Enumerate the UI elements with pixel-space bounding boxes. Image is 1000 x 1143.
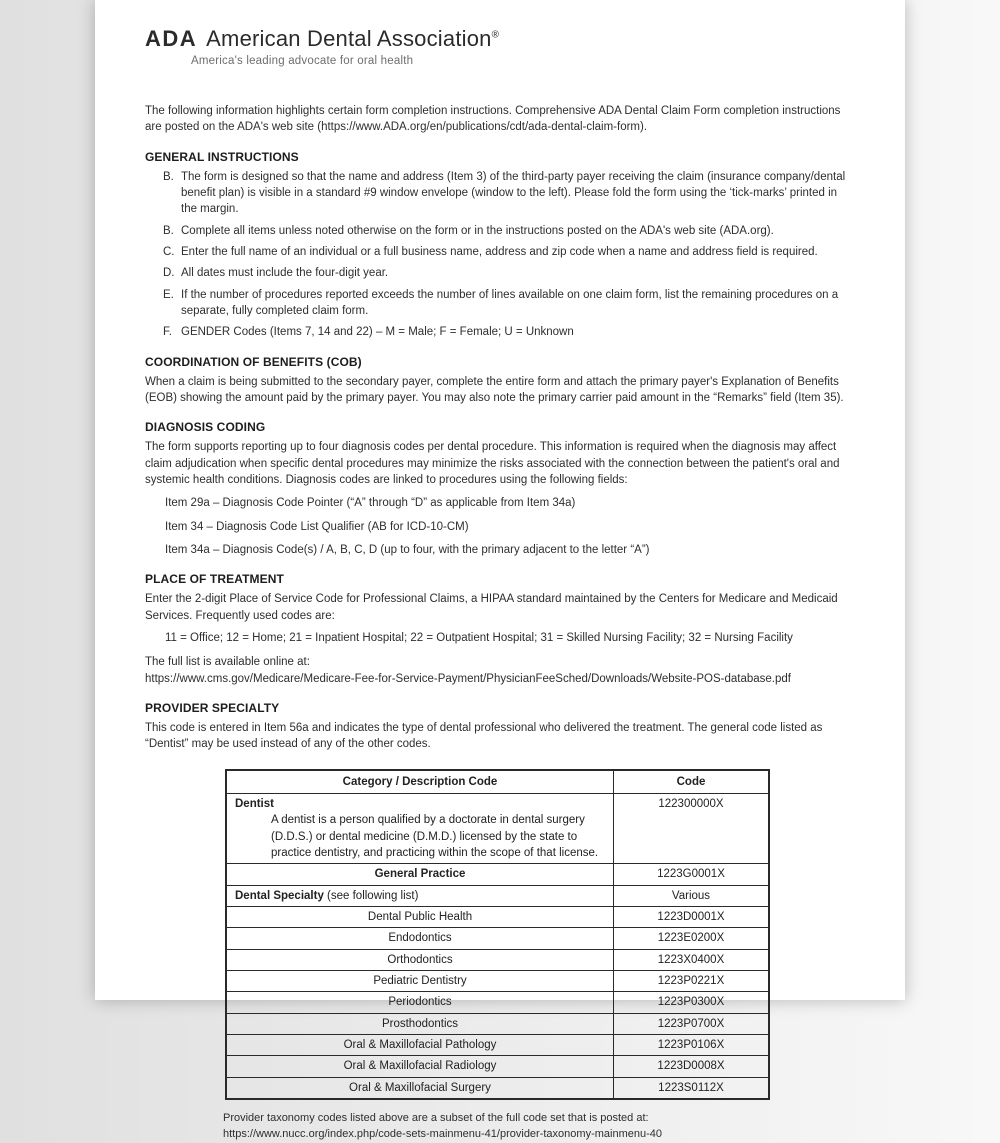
list-item (163, 169, 855, 218)
general-practice-code-cell: 1223G0001X (614, 864, 770, 885)
table-row (226, 1077, 769, 1099)
list-item (163, 324, 855, 340)
specialty-name-cell: Dental Public Health (226, 906, 614, 927)
table-row (226, 1013, 769, 1034)
column-header-category: Category / Description Code (226, 770, 614, 794)
specialty-name-cell: Pediatric Dentistry (226, 970, 614, 991)
specialty-code-cell: 1223X0400X (614, 949, 770, 970)
dentist-code-cell: 122300000X (614, 794, 770, 864)
table-row (226, 928, 769, 949)
table-row (226, 992, 769, 1013)
specialty-name-cell: Oral & Maxillofacial Surgery (226, 1077, 614, 1099)
list-item-label: B. (163, 224, 174, 237)
diagnosis-item-34: Item 34 – Diagnosis Code List Qualifier (AB for ICD-10-CM) (165, 520, 469, 533)
table-footnote (223, 1110, 855, 1143)
table-row-general-practice (226, 864, 769, 885)
dental-specialty-cell (226, 885, 614, 906)
document-body (145, 103, 855, 1143)
diagnosis-item-34a: Item 34a – Diagnosis Code(s) / A, B, C, D (up to four, with the primary adjacent to the letter “A”) (165, 544, 650, 556)
list-item (163, 223, 855, 239)
heading-general-instructions: GENERAL INSTRUCTIONS (145, 149, 299, 164)
specialty-code-cell: 1223P0106X (614, 1034, 770, 1055)
specialty-code-cell: 1223S0112X (614, 1077, 770, 1099)
dental-specialty-code-cell: Various (614, 885, 770, 906)
list-item (163, 265, 855, 281)
provider-paragraph: This code is entered in Item 56a and indicates the type of dental professional who delivered the treatment. The general code listed as “Dentist” may be used instead of any of the other codes. (145, 722, 823, 751)
list-item-text: GENDER Codes (Items 7, 14 and 22) – M = Male; F = Female; U = Unknown (181, 326, 574, 339)
list-item (163, 287, 855, 320)
intro-paragraph: The following information highlights certain form completion instructions. Comprehensive ADA Dental Claim Form completion instructions are posted on the ADA's web site (https://www.ADA.org/en/publications/cdt/ada-dental-claim-form). (145, 105, 841, 134)
heading-place-of-treatment: PLACE OF TREATMENT (145, 572, 284, 587)
specialty-code-cell: 1223P0221X (614, 970, 770, 991)
table-header-row (226, 770, 769, 794)
table-row (226, 970, 769, 991)
list-item-text: All dates must include the four-digit year. (181, 267, 389, 280)
specialty-code-cell: 1223P0300X (614, 992, 770, 1013)
specialty-code-cell: 1223D0001X (614, 906, 770, 927)
table-row-dental-specialty (226, 885, 769, 906)
provider-specialty-table (225, 769, 770, 1100)
dental-specialty-note: (see following list) (323, 889, 419, 902)
dental-specialty-title: Dental Specialty (235, 889, 324, 902)
general-practice-cell: General Practice (226, 864, 614, 885)
place-paragraph: Enter the 2-digit Place of Service Code for Professional Claims, a HIPAA standard maintained by the Centers for Medicare and Medicaid Services. Frequently used codes are: (145, 593, 838, 622)
list-item-label: D. (163, 267, 175, 280)
ada-logo-name (206, 26, 499, 52)
specialty-name-cell: Endodontics (226, 928, 614, 949)
table-row (226, 906, 769, 927)
ada-logo-mark: ADA (145, 26, 198, 51)
column-header-code: Code (614, 770, 770, 794)
general-instructions-list (163, 169, 855, 341)
specialty-code-cell: 1223D0008X (614, 1056, 770, 1077)
diagnosis-item-list (145, 495, 855, 558)
table-row (226, 1034, 769, 1055)
place-url: https://www.cms.gov/Medicare/Medicare-Fee-for-Service-Payment/PhysicianFeeSched/Downloads/Website-POS-database.pdf (145, 672, 791, 685)
cob-paragraph: When a claim is being submitted to the secondary payer, complete the entire form and attach the primary payer's Explanation of Benefits (EOB) showing the amount paid by the primary payer. You may also note the primary carrier paid amount in the “Remarks” field (Item 35). (145, 375, 844, 404)
place-full-list-line: The full list is available online at: (145, 656, 310, 669)
diagnosis-item-29a: Item 29a – Diagnosis Code Pointer (“A” through “D” as applicable from Item 34a) (165, 497, 576, 510)
table-row (226, 1056, 769, 1077)
specialty-name-cell: Oral & Maxillofacial Pathology (226, 1034, 614, 1055)
list-item-label: C. (163, 246, 175, 258)
specialty-code-cell: 1223E0200X (614, 928, 770, 949)
dentist-title: Dentist (235, 798, 274, 811)
document-header (145, 26, 855, 67)
specialty-name-cell: Prosthodontics (226, 1013, 614, 1034)
specialty-name-cell: Oral & Maxillofacial Radiology (226, 1056, 614, 1077)
list-item-text: The form is designed so that the name and address (Item 3) of the third-party payer receiving the claim (insurance company/dental benefit plan) is visible in a standard #9 window envelope (window to the left). Please fold the form using the ‘tick-marks’ printed in the margin. (181, 170, 846, 216)
heading-diagnosis-coding: DIAGNOSIS CODING (145, 420, 266, 435)
specialty-name-cell: Orthodontics (226, 949, 614, 970)
list-item (163, 244, 855, 260)
place-codes-line: 11 = Office; 12 = Home; 21 = Inpatient Hospital; 22 = Outpatient Hospital; 31 = Skilled Nursing Facility; 32 = Nursing Facility (165, 632, 793, 645)
footnote-line-2: https://www.nucc.org/index.php/code-sets-mainmenu-41/provider-taxonomy-mainmenu-40 (223, 1128, 662, 1141)
dentist-description: A dentist is a person qualified by a doctorate in dental surgery (D.D.S.) or dental medicine (D.M.D.) licensed by the state to practice dentistry, and practicing within the scope of that license. (271, 814, 599, 859)
diagnosis-paragraph: The form supports reporting up to four diagnosis codes per dental procedure. This information is required when the diagnosis may affect claim adjudication when specific dental procedures may minimize the risks associated with the connection between the patient's oral and systemic health conditions. Diagnosis codes are linked to procedures using the following fields: (145, 441, 840, 487)
table-row (226, 949, 769, 970)
list-item-label: B. (163, 170, 174, 183)
table-row-dentist (226, 794, 769, 864)
registered-trademark-symbol: ® (491, 29, 500, 41)
list-item-label: F. (163, 326, 172, 339)
specialty-name-cell: Periodontics (226, 992, 614, 1013)
ada-tagline: America's leading advocate for oral health (191, 55, 414, 67)
ada-logo-name-text: American Dental Association (206, 26, 492, 51)
document-page (95, 0, 905, 1141)
list-item-text: If the number of procedures reported exceeds the number of lines available on one claim form, list the remaining procedures on a separate, fully completed claim form. (181, 288, 839, 317)
specialty-code-cell: 1223P0700X (614, 1013, 770, 1034)
dentist-category-cell (226, 794, 614, 864)
list-item-text: Complete all items unless noted otherwise on the form or in the instructions posted on the ADA's web site (ADA.org). (181, 224, 774, 237)
footnote-line-1: Provider taxonomy codes listed above are a subset of the full code set that is posted at: (223, 1111, 649, 1124)
heading-coordination-of-benefits: COORDINATION OF BENEFITS (COB) (145, 354, 362, 369)
ada-logo (145, 26, 855, 52)
heading-provider-specialty: PROVIDER SPECIALTY (145, 701, 280, 715)
list-item-text: Enter the full name of an individual or a full business name, address and zip code when a name and address field is required. (181, 246, 818, 258)
list-item-label: E. (163, 288, 174, 301)
